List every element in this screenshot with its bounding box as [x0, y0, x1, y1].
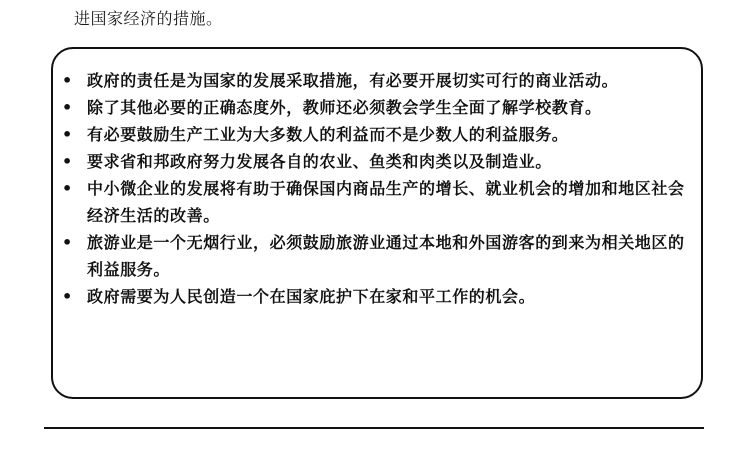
measures-list: [57, 67, 689, 310]
list-item-text: 政府需要为人民创造一个在国家庇护下在家和平工作的机会。: [87, 287, 536, 306]
list-item: [57, 94, 689, 121]
bullet-icon: •: [62, 233, 73, 252]
bullet-icon: •: [62, 98, 73, 117]
list-item-text: 中小微企业的发展将有助于确保国内商品生产的增长、就业机会的增加和地区社会经济生活的改善。: [87, 179, 685, 225]
list-item-text: 政府的责任是为国家的发展采取措施，有必要开展切实可行的商业活动。: [87, 71, 619, 90]
list-item-text: 除了其他必要的正确态度外，教师还必须教会学生全面了解学校教育。: [87, 98, 602, 117]
list-item: [57, 229, 689, 283]
intro-text: 进国家经济的措施。: [74, 9, 223, 28]
list-item-text: 有必要鼓励生产工业为大多数人的利益而不是少数人的利益服务。: [87, 125, 569, 144]
list-item: [57, 121, 689, 148]
list-item-text: 要求省和邦政府努力发展各自的农业、鱼类和肉类以及制造业。: [87, 152, 552, 171]
list-item: [57, 148, 689, 175]
bullet-icon: •: [62, 179, 73, 198]
horizontal-rule: [44, 427, 704, 429]
bullet-icon: •: [62, 287, 73, 306]
list-item: [57, 175, 689, 229]
list-item: [57, 67, 689, 94]
bullet-icon: •: [62, 152, 73, 171]
list-item: [57, 283, 689, 310]
list-item-text: 旅游业是一个无烟行业，必须鼓励旅游业通过本地和外国游客的到来为相关地区的利益服务。: [87, 233, 685, 279]
bullet-icon: •: [62, 125, 73, 144]
bullet-icon: •: [62, 71, 73, 90]
